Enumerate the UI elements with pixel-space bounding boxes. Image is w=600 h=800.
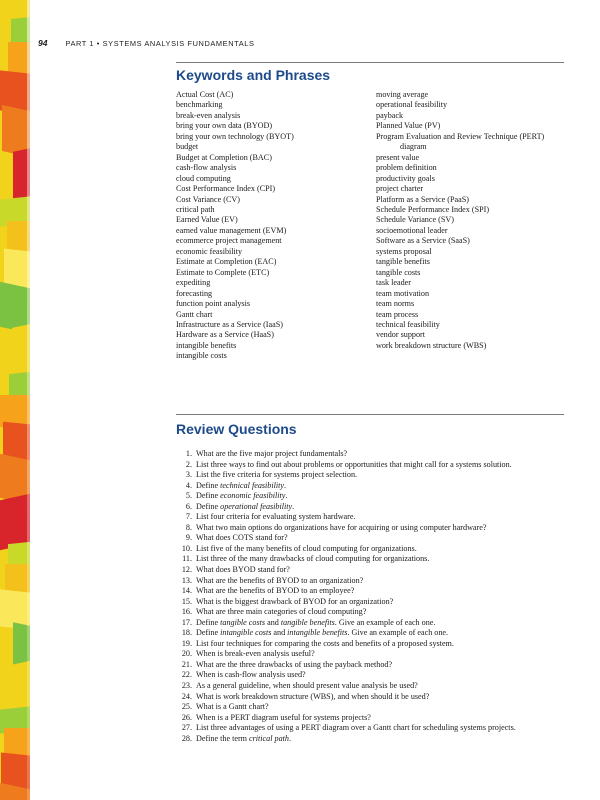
- review-question: [172, 491, 516, 502]
- keyword-item: team process: [376, 309, 419, 319]
- question-text: [196, 681, 418, 692]
- question-number: 22.: [181, 670, 192, 680]
- review-question: [172, 533, 516, 544]
- question-text-part: List three ways to find out about problems or opportunities that might call for a systems solution.: [196, 459, 512, 469]
- question-text: [196, 502, 294, 513]
- emphasized-term: intangible costs: [220, 628, 272, 638]
- review-question: [172, 554, 516, 565]
- question-number: 26.: [181, 712, 192, 722]
- question-text: [196, 649, 315, 660]
- keyword-item: function point analysis: [176, 299, 251, 309]
- keyword-item: Platform as a Service (PaaS): [376, 194, 469, 204]
- keyword-item: Planned Value (PV): [376, 121, 441, 131]
- question-number: 24.: [181, 691, 192, 701]
- keyword-item: bring your own technology (BYOT): [176, 131, 294, 141]
- question-text: [196, 565, 290, 576]
- question-text-part: What does COTS stand for?: [196, 533, 288, 543]
- keyword-item: forecasting: [176, 288, 213, 298]
- keyword-item: team motivation: [376, 288, 430, 298]
- question-text-part: .: [288, 733, 291, 743]
- question-text: [196, 533, 288, 544]
- emphasized-term: tangible costs: [220, 617, 266, 627]
- keyword-item: payback: [376, 110, 404, 120]
- question-text-part: Define: [196, 628, 221, 638]
- keyword-item: earned value management (EVM): [176, 225, 287, 235]
- keywords-left-column: [176, 90, 294, 362]
- keyword-item: socioemotional leader: [376, 225, 448, 235]
- keyword-item: Gantt chart: [176, 309, 213, 319]
- keyword-item: Cost Performance Index (CPI): [176, 184, 276, 194]
- review-question: [172, 597, 516, 608]
- keyword-item: project charter: [376, 184, 424, 194]
- review-question: [172, 618, 516, 629]
- question-number: 28.: [181, 733, 192, 743]
- review-question: [172, 702, 516, 713]
- question-text-part: List four criteria for evaluating system hardware.: [196, 512, 356, 522]
- keyword-item: problem definition: [376, 163, 437, 173]
- question-text: [196, 554, 429, 565]
- question-text: [196, 734, 291, 745]
- keyword-item: cash-flow analysis: [176, 163, 237, 173]
- question-text-part: List three advantages of using a PERT diagram over a Gantt chart for scheduling systems projects.: [196, 723, 516, 733]
- question-number: 17.: [181, 617, 192, 627]
- keyword-item: Program Evaluation and Review Technique (PERT): [376, 131, 545, 141]
- question-number: 4.: [185, 480, 192, 490]
- question-text: [196, 470, 357, 481]
- review-question: [172, 692, 516, 703]
- mosaic-tile: [13, 148, 30, 204]
- question-number: 1.: [185, 449, 192, 458]
- question-text: [196, 523, 486, 534]
- keyword-item: Budget at Completion (BAC): [176, 152, 272, 162]
- question-text-part: List the five criteria for systems project selection.: [196, 470, 358, 480]
- keyword-item: task leader: [376, 278, 411, 288]
- question-text-part: and: [271, 628, 288, 638]
- question-number: 9.: [185, 533, 192, 543]
- question-number: 12.: [181, 565, 192, 575]
- header-separator: •: [96, 38, 100, 48]
- review-question: [172, 544, 516, 555]
- review-question: [172, 502, 516, 513]
- question-text: [196, 618, 435, 629]
- review-question: [172, 481, 516, 492]
- review-question: [172, 723, 516, 734]
- question-text: [196, 576, 363, 587]
- question-text-part: and: [265, 617, 281, 627]
- keyword-item: Schedule Variance (SV): [376, 215, 454, 225]
- keyword-item: team norms: [376, 299, 415, 309]
- review-question: [172, 681, 516, 692]
- review-question: [172, 512, 516, 523]
- question-text-part: List five of the many benefits of cloud computing for organizations.: [196, 543, 417, 553]
- question-text-part: What is work breakdown structure (WBS), and when should it be used?: [196, 691, 430, 701]
- review-question: [172, 628, 516, 639]
- review-question: [172, 576, 516, 587]
- keyword-item: critical path: [176, 204, 215, 214]
- keywords-top-rule: [176, 62, 564, 63]
- question-number: 3.: [185, 470, 192, 480]
- keyword-item: break-even analysis: [176, 110, 241, 120]
- keyword-item: Cost Variance (CV): [176, 194, 240, 204]
- question-number: 15.: [181, 596, 192, 606]
- question-text-part: . Give an example of each one.: [334, 617, 436, 627]
- question-number: 13.: [181, 575, 192, 585]
- mosaic-tile: [10, 661, 30, 714]
- keyword-item: present value: [376, 152, 420, 162]
- question-text-part: What are the five major project fundamentals?: [196, 449, 348, 458]
- question-number: 19.: [181, 638, 192, 648]
- review-question: [172, 670, 516, 681]
- question-text-part: What are three main categories of cloud computing?: [196, 607, 367, 617]
- review-question: [172, 660, 516, 671]
- keyword-item: systems proposal: [376, 246, 432, 256]
- question-text-part: What is the biggest drawback of BYOD for an organization?: [196, 596, 394, 606]
- question-text-part: List three of the many drawbacks of cloud computing for organizations.: [196, 554, 430, 564]
- keyword-item: benchmarking: [176, 100, 223, 110]
- running-header: [38, 36, 254, 50]
- question-text-part: When is break-even analysis useful?: [196, 649, 315, 659]
- question-text: [196, 512, 356, 523]
- keyword-item: Estimate to Complete (ETC): [176, 267, 270, 277]
- keyword-item: expediting: [176, 278, 211, 288]
- keyword-item: vendor support: [376, 330, 425, 340]
- review-top-rule: [176, 414, 564, 415]
- question-text: [196, 723, 516, 734]
- question-number: 6.: [185, 501, 192, 511]
- question-text-part: .: [292, 501, 295, 511]
- question-text: [196, 639, 454, 650]
- decorative-mosaic-strip: [0, 0, 30, 800]
- question-text-part: Define: [196, 617, 221, 627]
- review-heading: Review Questions: [176, 421, 297, 437]
- keyword-item: productivity goals: [376, 173, 435, 183]
- question-text: [196, 702, 269, 713]
- keyword-item: bring your own data (BYOD): [176, 121, 273, 131]
- question-number: 11.: [182, 554, 192, 564]
- question-number: 25.: [181, 702, 192, 712]
- review-question: [172, 639, 516, 650]
- emphasized-term: intangible benefits: [287, 628, 348, 638]
- question-text: [196, 481, 286, 492]
- keyword-item: Actual Cost (AC): [176, 90, 234, 99]
- question-text-part: Define: [196, 480, 221, 490]
- question-number: 10.: [181, 543, 192, 553]
- question-text-part: . Give an example of each one.: [347, 628, 449, 638]
- review-question: [172, 470, 516, 481]
- review-question: [172, 565, 516, 576]
- question-text: [196, 628, 448, 639]
- question-number: 5.: [185, 491, 192, 501]
- question-text-part: Define: [196, 491, 221, 501]
- review-question: [172, 449, 516, 460]
- keyword-item: technical feasibility: [376, 319, 440, 329]
- keyword-item: Software as a Service (SaaS): [376, 236, 470, 246]
- question-text-part: List four techniques for comparing the costs and benefits of a proposed system.: [196, 638, 454, 648]
- keywords-right-column: [376, 90, 544, 351]
- part-number: PART 1: [65, 38, 95, 48]
- question-text-part: As a general guideline, when should present value analysis be used?: [196, 681, 418, 691]
- keyword-item: intangible costs: [176, 351, 227, 361]
- question-text-part: What does BYOD stand for?: [196, 565, 290, 575]
- part-label: [65, 39, 254, 48]
- keywords-heading: Keywords and Phrases: [176, 67, 331, 83]
- emphasized-term: operational feasibility: [220, 501, 293, 511]
- question-number: 8.: [185, 522, 192, 532]
- question-number: 23.: [181, 681, 192, 691]
- keyword-item: tangible benefits: [376, 257, 430, 267]
- question-text: [196, 660, 392, 671]
- question-number: 16.: [181, 607, 192, 617]
- emphasized-term: technical feasibility: [220, 480, 284, 490]
- keyword-item: budget: [176, 142, 199, 152]
- keyword-item: operational feasibility: [376, 100, 448, 110]
- keyword-item: tangible costs: [376, 267, 421, 277]
- question-text-part: When is a PERT diagram useful for systems projects?: [196, 712, 371, 722]
- question-text-part: .: [284, 480, 287, 490]
- question-text-part: Define: [196, 501, 221, 511]
- question-text: [196, 670, 306, 681]
- keyword-item: Schedule Performance Index (SPI): [376, 204, 490, 214]
- review-question: [172, 523, 516, 534]
- question-text-part: .: [285, 491, 288, 501]
- page-number: 94: [38, 38, 48, 48]
- keyword-item: Estimate at Completion (EAC): [176, 257, 277, 267]
- keyword-item: ecommerce project management: [176, 236, 282, 246]
- question-number: 7.: [185, 512, 192, 522]
- question-text-part: When is cash-flow analysis used?: [196, 670, 306, 680]
- emphasized-term: critical path: [249, 733, 289, 743]
- question-text: [196, 449, 347, 460]
- keyword-item: moving average: [376, 90, 429, 99]
- question-text: [196, 713, 371, 724]
- question-text: [196, 460, 512, 471]
- keyword-item: Infrastructure as a Service (IaaS): [176, 319, 283, 329]
- question-text: [196, 586, 354, 597]
- question-text-part: What are the three drawbacks of using the payback method?: [196, 659, 393, 669]
- question-number: 2.: [185, 459, 192, 469]
- question-number: 20.: [181, 649, 192, 659]
- section-name: SYSTEMS ANALYSIS FUNDAMENTALS: [102, 38, 255, 48]
- review-questions-list: [172, 449, 516, 744]
- question-number: 14.: [181, 586, 192, 596]
- question-text-part: Define the term: [196, 733, 250, 743]
- review-question: [172, 713, 516, 724]
- keyword-item: Hardware as a Service (HaaS): [176, 330, 274, 340]
- review-question: [172, 607, 516, 618]
- emphasized-term: tangible benefits: [280, 617, 335, 627]
- review-question: [172, 586, 516, 597]
- keyword-item: intangible benefits: [176, 340, 237, 350]
- keyword-item: economic feasibility: [176, 246, 243, 256]
- emphasized-term: economic feasibility: [220, 491, 286, 501]
- question-text-part: What is a Gantt chart?: [196, 702, 269, 712]
- question-text: [196, 607, 366, 618]
- keyword-item: diagram: [400, 142, 427, 152]
- question-text-part: What are the benefits of BYOD to an employee?: [196, 586, 355, 596]
- question-text-part: What are the benefits of BYOD to an organization?: [196, 575, 364, 585]
- question-number: 18.: [181, 628, 192, 638]
- question-text: [196, 491, 287, 502]
- keyword-item: cloud computing: [176, 173, 231, 183]
- question-text-part: What two main options do organizations have for acquiring or using computer hardware?: [196, 522, 487, 532]
- question-number: 21.: [181, 659, 192, 669]
- question-text: [196, 544, 417, 555]
- review-question: [172, 649, 516, 660]
- question-text: [196, 597, 393, 608]
- question-number: 27.: [181, 723, 192, 733]
- keyword-item: work breakdown structure (WBS): [376, 340, 487, 350]
- question-text: [196, 692, 429, 703]
- review-question: [172, 734, 516, 745]
- keyword-item: Earned Value (EV): [176, 215, 238, 225]
- mosaic-tile: [12, 324, 30, 379]
- review-question: [172, 460, 516, 471]
